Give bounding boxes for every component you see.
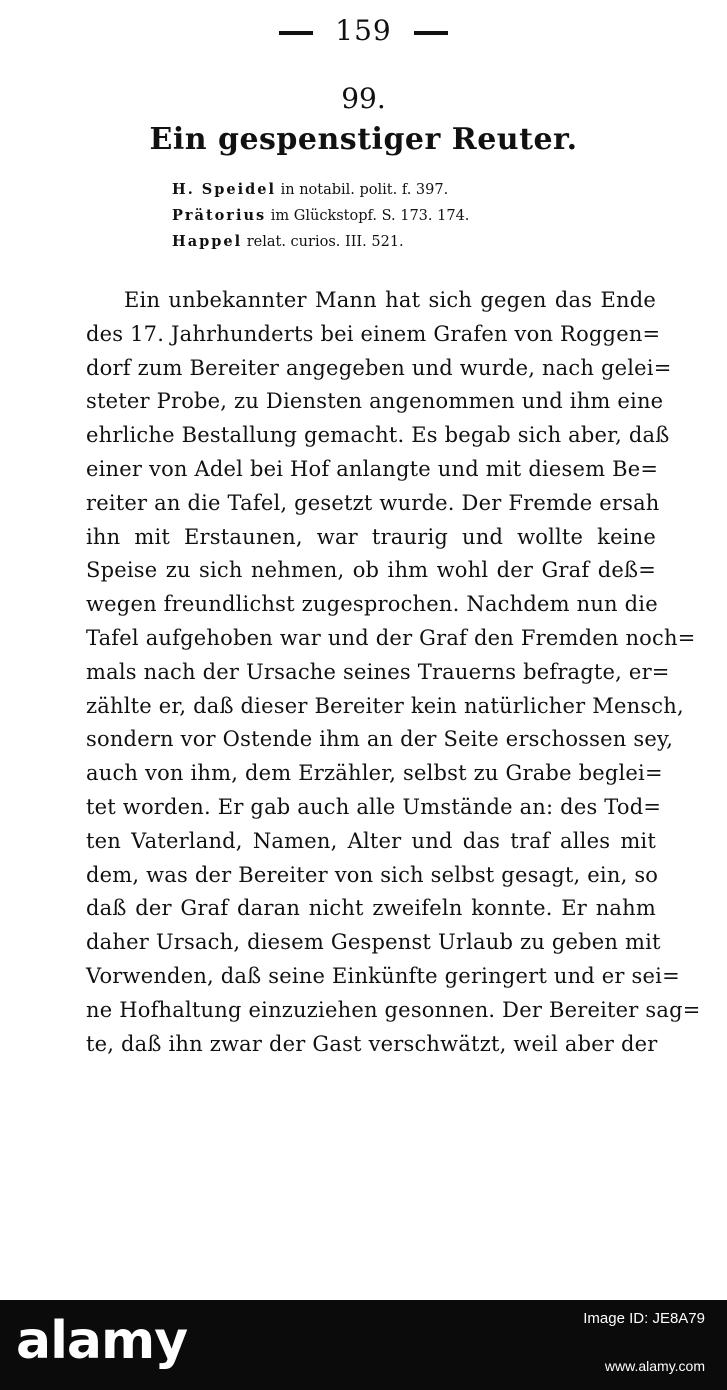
text-line: Speise zu sich nehmen, ob ihm wohl der Graf deß= bbox=[86, 558, 656, 583]
text-line: daß der Graf daran nicht zweifeln konnte. Er nahm bbox=[86, 896, 656, 921]
text-line: daher Ursach, diesem Gespenst Urlaub zu geben mit bbox=[86, 930, 661, 955]
chapter-number: 99. bbox=[341, 82, 386, 115]
source-citation: relat. curios. III. 521. bbox=[242, 234, 404, 250]
text-line: te, daß ihn zwar der Gast verschwätzt, weil aber der bbox=[86, 1031, 658, 1056]
text-line: mals nach der Ursache seines Trauerns befragte, er= bbox=[86, 659, 670, 684]
text-line: ten Vaterland, Namen, Alter und das traf alles mit bbox=[86, 828, 656, 853]
text-line: Vorwenden, daß seine Einkünfte geringert und er sei= bbox=[86, 963, 680, 988]
text-line: auch von ihm, dem Erzähler, selbst zu Grabe beglei= bbox=[86, 761, 663, 786]
stock-watermark-footer bbox=[0, 1300, 727, 1390]
text-line: sondern vor Ostende ihm an der Seite erschossen sey, bbox=[86, 727, 674, 752]
text-line: reiter an die Tafel, gesetzt wurde. Der Fremde ersah bbox=[86, 490, 660, 515]
source-author: Happel bbox=[172, 233, 243, 250]
page-number-text: 159 bbox=[335, 14, 392, 47]
site-url: www.alamy.com bbox=[604, 1358, 705, 1374]
text-line: des 17. Jahrhunderts bei einem Grafen von Roggen= bbox=[86, 321, 661, 346]
source-line bbox=[172, 203, 592, 229]
text-line: ne Hofhaltung einzuziehen gesonnen. Der Bereiter sag= bbox=[86, 997, 701, 1022]
text-line: dorf zum Bereiter angegeben und wurde, nach gelei= bbox=[86, 355, 672, 380]
body-paragraph bbox=[86, 284, 701, 1061]
text-line: ehrliche Bestallung gemacht. Es begab sich aber, daß bbox=[86, 423, 670, 448]
text-line: einer von Adel bei Hof anlangte und mit diesem Be= bbox=[86, 456, 659, 481]
source-author: Prätorius bbox=[172, 207, 267, 224]
source-citation: in notabil. polit. f. 397. bbox=[276, 182, 449, 198]
text-line: Tafel aufgehoben war und der Graf den Fremden noch= bbox=[86, 625, 696, 650]
source-references bbox=[172, 177, 592, 255]
text-line: steter Probe, zu Diensten angenommen und ihm eine bbox=[86, 389, 664, 414]
right-dash-ornament bbox=[414, 31, 448, 35]
left-dash-ornament bbox=[279, 31, 313, 35]
text-line: zählte er, daß dieser Bereiter kein natürlicher Mensch, bbox=[86, 693, 684, 718]
source-line bbox=[172, 229, 592, 255]
watermark-band bbox=[0, 1300, 727, 1390]
brand-logo: alamy bbox=[16, 1311, 188, 1371]
text-line: Ein unbekannter Mann hat sich gegen das Ende bbox=[124, 288, 656, 312]
text-line: wegen freundlichst zugesprochen. Nachdem nun die bbox=[86, 592, 658, 617]
page-number bbox=[0, 14, 727, 47]
chapter-title: Ein gespenstiger Reuter. bbox=[149, 122, 578, 157]
source-line bbox=[172, 177, 592, 203]
text-line: ihn mit Erstaunen, war traurig und wollte keine bbox=[86, 524, 656, 549]
image-id-label: Image ID: JE8A79 bbox=[583, 1310, 705, 1327]
source-author: H. Speidel bbox=[172, 181, 277, 198]
text-line: tet worden. Er gab auch alle Umstände an: des Tod= bbox=[86, 794, 662, 819]
source-citation: im Glückstopf. S. 173. 174. bbox=[266, 208, 470, 224]
text-line: dem, was der Bereiter von sich selbst gesagt, ein, so bbox=[86, 862, 659, 887]
